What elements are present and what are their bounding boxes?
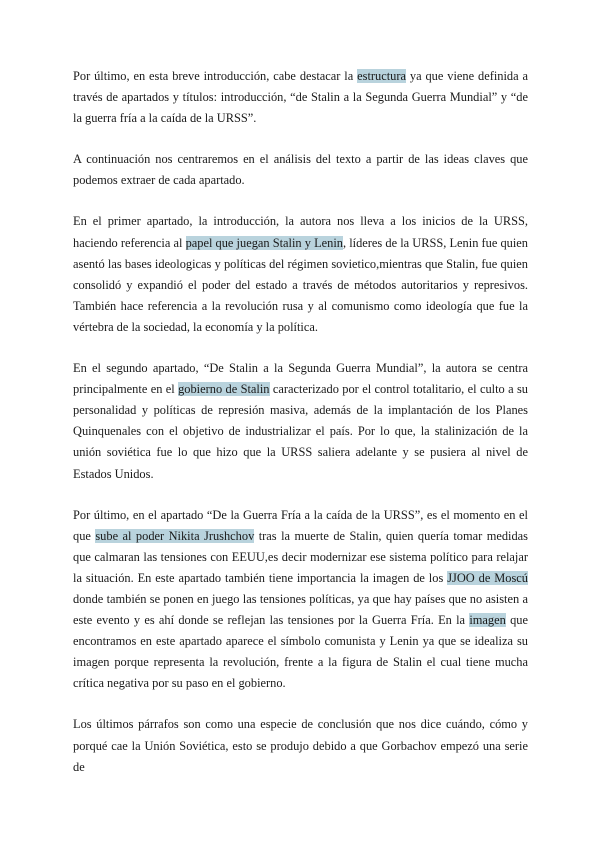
paragraph-second-section — [73, 358, 528, 485]
paragraph-spacer — [73, 338, 528, 358]
highlight-imagen: imagen — [469, 613, 506, 628]
highlight-jrushchov: sube al poder Nikita Jrushchov — [95, 528, 255, 543]
text-segment: , líderes de la URSS, Lenin fue quien asentó las bases ideologicas y políticas del régimen sovietico,mientras que Stalin, fue quien consolidó y expandió el poder del estado a través de métodos autoritarios y represivos. También hace referencia a la revolución rusa y al comunismo como ideología que fue la vértebra de la sociedad, la economía y la política. — [73, 235, 528, 334]
text-segment: Por último, en esta breve introducción, cabe destacar la — [73, 69, 358, 83]
paragraph-spacer — [73, 129, 528, 149]
paragraph-conclusion — [73, 714, 528, 777]
paragraph-spacer — [73, 191, 528, 211]
paragraph-analysis-intro — [73, 149, 528, 191]
text-segment: tras la muerte de Stalin, quien quería tomar medidas que calmaran las tensiones con EEUU,es decir modernizar ese sistema político para relajar la situación. En este apartado también tiene importancia la imagen de los — [73, 528, 528, 585]
paragraph-spacer — [73, 485, 528, 505]
text-segment: Por último, en el apartado “De la Guerra Fría a la caída de la URSS”, es el momento en el que — [73, 507, 528, 543]
paragraph-structure — [73, 66, 528, 129]
text-segment: En el segundo apartado, “De Stalin a la Segunda Guerra Mundial”, la autora se centra principalmente en el — [73, 361, 528, 397]
paragraph-spacer — [73, 694, 528, 714]
text-segment: ya que viene definida a través de apartados y títulos: introducción, “de Stalin a la Segunda Guerra Mundial” y “de la guerra fría a la caída de la URSS”. — [73, 69, 528, 126]
highlight-estructura: estructura — [357, 69, 406, 83]
highlight-stalin-lenin: papel que juegan Stalin y Lenin — [185, 235, 343, 250]
text-segment: que encontramos en este apartado aparece el símbolo comunista y Lenin ya que se idealiza su imagen porque representa la revolución, frente a la figura de Stalin el cual tiene mucha crítica negativa por su paso en el gobierno. — [73, 613, 528, 691]
text-segment: En el primer apartado, la introducción, la autora nos lleva a los inicios de la URSS, haciendo referencia al — [73, 214, 528, 250]
text-segment: donde también se ponen en juego las tensiones políticas, ya que hay países que no asisten a este evento y es ahí donde se reflejan las tensiones por la Guerra Fría. En la — [73, 591, 528, 628]
text-segment: A continuación nos centraremos en el análisis del texto a partir de las ideas claves que podemos extraer de cada apartado. — [73, 152, 528, 188]
highlight-jjoo-moscu: JJOO de Moscú — [447, 570, 528, 585]
text-segment: caracterizado por el control totalitario, el culto a su personalidad y políticas de represión masiva, además de la implantación de los Planes Quinquenales con el objetivo de industrializar el país. Por lo que, la stalinización de la unión soviética fue lo que hizo que la URSS saliera adelante y se pusiera al nivel de Estados Unidos. — [73, 382, 528, 481]
text-segment: Los últimos párrafos son como una especie de conclusión que nos dice cuándo, cómo y porqué cae la Unión Soviética, esto se produjo debido a que Gorbachov empezó una serie de — [73, 717, 528, 774]
paragraph-third-section — [73, 505, 528, 695]
paragraph-first-section — [73, 211, 528, 338]
highlight-gobierno-stalin: gobierno de Stalin — [178, 382, 270, 397]
